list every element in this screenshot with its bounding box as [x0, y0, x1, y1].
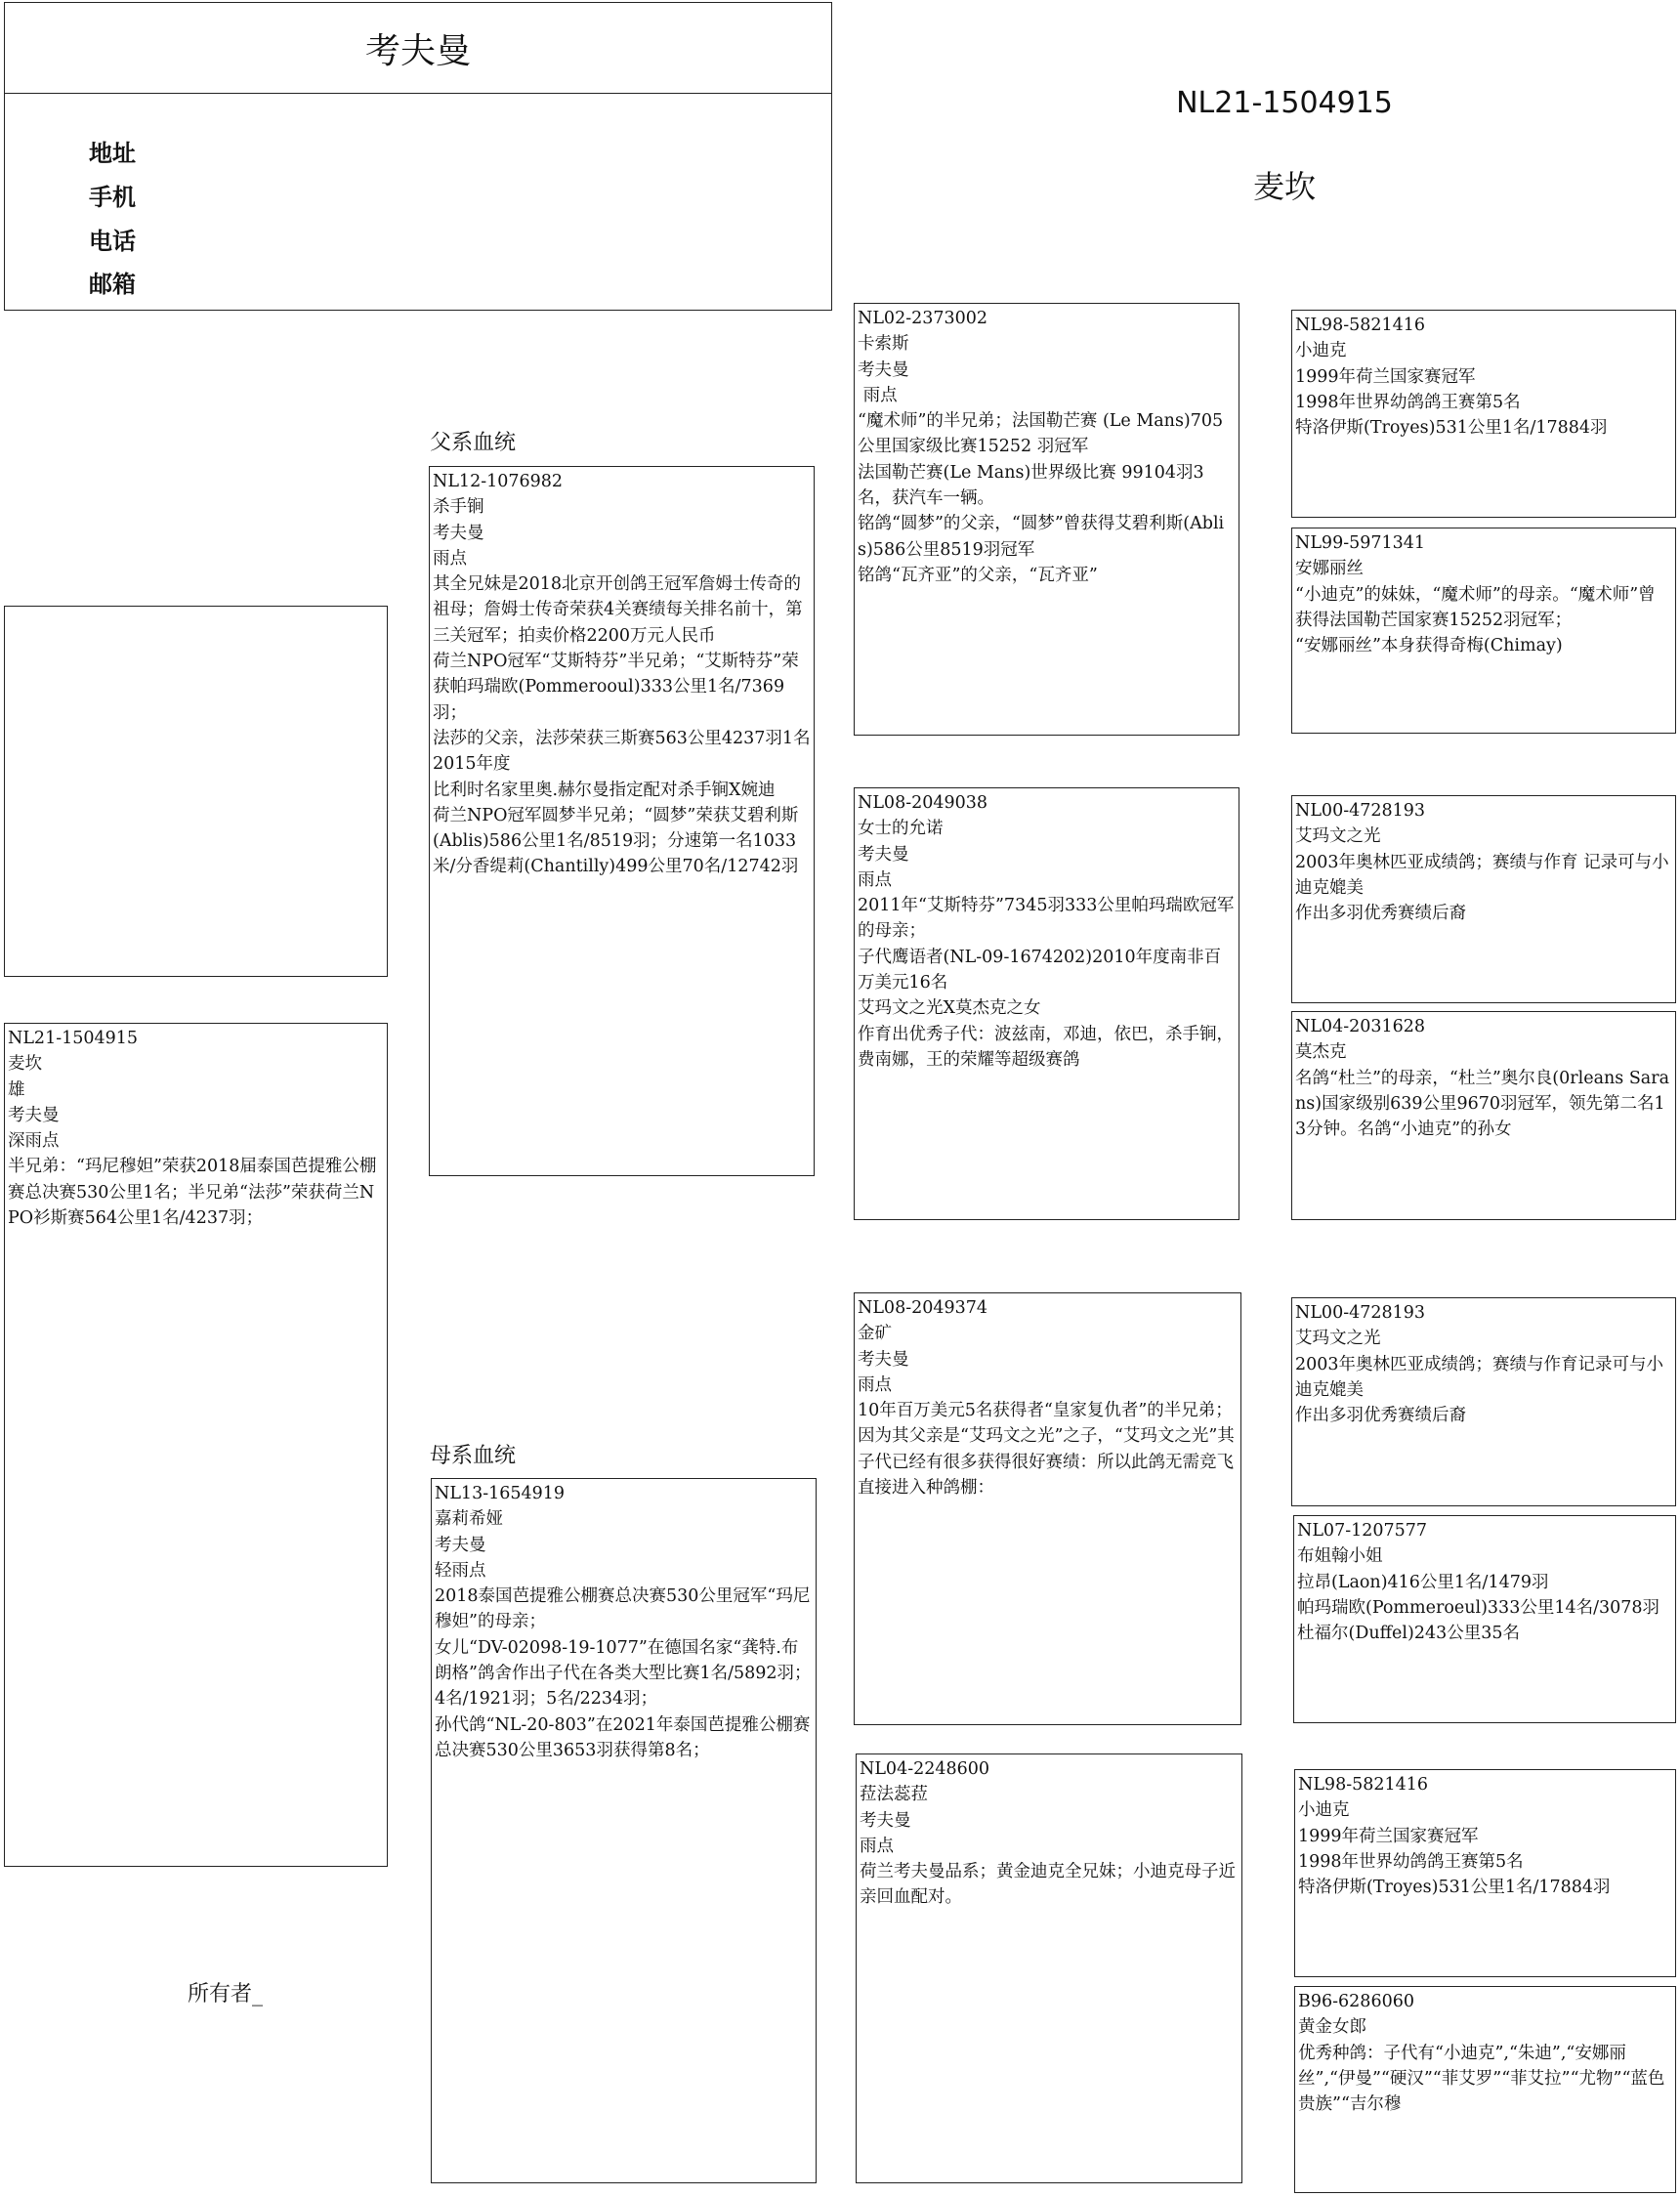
grandparent-line: 雨点	[858, 385, 898, 405]
subject-card	[4, 1023, 388, 1867]
grandparent-line: 考夫曼	[858, 844, 909, 865]
grandparent-line: 女士的允诺	[858, 819, 944, 839]
subject-line: 半兄弟：“玛尼穆妲”荣获2018届泰国芭提雅公棚赛总决赛530公里1名；半兄弟“法莎”荣获荷兰NPO衫斯赛564公里1名/4237羽；	[8, 1157, 377, 1229]
grandparent-line: 10年百万美元5名获得者“皇家复仇者”的半兄弟；	[858, 1401, 1233, 1421]
great-grandparent-line: 特洛伊斯(Troyes)531公里1名/17884羽	[1298, 1878, 1611, 1898]
grandparent-line: 2011年“艾斯特芬”7345羽333公里帕玛瑞欧冠军的母亲；	[858, 896, 1235, 942]
great-grandparent-line: 小迪克	[1298, 1800, 1350, 1821]
great-grandparent-line: 作出多羽优秀赛绩后裔	[1295, 904, 1466, 924]
subject-name-heading: 麦坎	[1252, 168, 1316, 205]
subject-line: NL21-1504915	[8, 1029, 139, 1048]
dam-section-label: 母系血统	[430, 1444, 517, 1468]
grandsire-paternal-card	[854, 303, 1239, 736]
great-grandparent-line: “小迪克”的妹妹，“魔术师”的母亲。“魔术师”曾获得法国勒芒国家赛15252羽冠军；	[1295, 584, 1656, 630]
grandparent-line: 金矿	[858, 1324, 892, 1344]
great-grandparent-line: 布姐翰小姐	[1297, 1546, 1383, 1567]
great-grandparent-line: 1998年世界幼鸽鸽王赛第5名	[1298, 1851, 1524, 1872]
subject-line: 雄	[8, 1079, 25, 1100]
great-grandparent-line: NL07-1207577	[1297, 1521, 1428, 1541]
dam-line: 孙代鸽“NL-20-803”在2021年泰国芭提雅公棚赛总决赛530公里3653羽获得第8名；	[435, 1714, 811, 1760]
great-grandparent-line: 特洛伊斯(Troyes)531公里1名/17884羽	[1295, 418, 1608, 439]
great-grandparent-line: B96-6286060	[1298, 1992, 1414, 2011]
grandparent-line: 荷兰考夫曼品系；黄金迪克全兄妹；小迪克母子近亲回血配对。	[860, 1862, 1236, 1908]
great-grandparent-line: NL00-4728193	[1295, 1303, 1426, 1323]
great-grandparent-card-7	[1294, 1769, 1676, 1977]
grandparent-line: 雨点	[860, 1836, 894, 1856]
grandparent-line: 雨点	[858, 1374, 892, 1395]
great-grandparent-line: 艾玛文之光	[1295, 826, 1381, 847]
grandparent-line: 卡索斯	[858, 334, 909, 355]
grandparent-line: 考夫曼	[860, 1810, 911, 1831]
grandparent-line: 艾玛文之光X莫杰克之女	[858, 998, 1041, 1019]
photo-frame	[4, 606, 388, 977]
great-grandparent-card-8	[1294, 1986, 1676, 2193]
dam-line: 考夫曼	[435, 1535, 486, 1555]
great-grandparent-line: 名鸽“杜兰”的母亲，“杜兰”奥尔良(0rleans Sarans)国家级别639公里9670羽冠军，领先第二名13分钟。名鸽“小迪克”的孙女	[1295, 1068, 1670, 1140]
grandparent-line: 因为其父亲是“艾玛文之光”之子，“艾玛文之光”其子代已经有很多获得很好赛绩：所以此鸽无需竞飞直接进入种鸽棚：	[858, 1426, 1235, 1499]
grandparent-line: 法国勒芒赛(Le Mans)世界级比赛 99104羽3名，获汽车一辆。	[858, 462, 1204, 509]
great-grandparent-line: NL98-5821416	[1295, 316, 1426, 335]
sire-line: 荷兰NPO冠军“艾斯特芬”半兄弟；“艾斯特芬”荣获帕玛瑞欧(Pommerooul)333公里1名/7369羽；	[433, 652, 799, 723]
subject-line: 麦坎	[8, 1054, 42, 1075]
great-grandparent-line: 拉昂(Laon)416公里1名/1479羽	[1297, 1572, 1549, 1592]
great-grandparent-line: 2003年奥林匹亚成绩鸽；赛绩与作育 记录可与小迪克媲美	[1295, 852, 1669, 898]
great-grandparent-line: 帕玛瑞欧(Pommeroeul)333公里14名/3078羽	[1297, 1597, 1660, 1618]
sire-line: 比利时名家里奥.赫尔曼指定配对杀手锏X婉迪	[433, 780, 776, 800]
sire-line: 荷兰NPO冠军圆梦半兄弟；“圆梦”荣获艾碧利斯(Ablis)586公里1名/8519羽；分速第一名1033米/分香缇莉(Chantilly)499公里70名/12742羽	[433, 805, 799, 877]
great-grandparent-line: 作出多羽优秀赛绩后裔	[1295, 1406, 1466, 1426]
grandparent-line: 考夫曼	[858, 359, 909, 380]
sire-section-label: 父系血统	[430, 431, 517, 455]
owner-header-card	[4, 2, 832, 311]
mobile-label: 手机	[89, 184, 136, 211]
great-grandparent-line: 优秀种鸽：子代有“小迪克”,“朱迪”,“安娜丽丝”,“伊曼”“硬汉”“菲艾罗”“菲艾拉”“尤物”“蓝色贵族”“吉尔穆	[1298, 2043, 1665, 2115]
great-grandparent-line: “安娜丽丝”本身获得奇梅(Chimay)	[1295, 636, 1563, 656]
sire-line: NL12-1076982	[433, 472, 564, 491]
great-grandparent-card-3	[1291, 795, 1676, 1003]
sire-line: 杀手锏	[433, 497, 484, 518]
great-grandparent-line: NL98-5821416	[1298, 1775, 1429, 1795]
grandparent-line: “魔术师”的半兄弟；法国勒芒赛 (Le Mans)705公里国家级比赛15252 羽冠军	[858, 411, 1224, 457]
great-grandparent-line: 莫杰克	[1295, 1042, 1347, 1063]
dam-line: 轻雨点	[435, 1560, 486, 1581]
dam-line: 女儿“DV-02098-19-1077”在德国名家“龚特.布朗格”鸽舍作出子代在各类大型比赛1名/5892羽；4名/1921羽；5名/2234羽；	[435, 1637, 812, 1710]
great-grandparent-card-6	[1293, 1515, 1676, 1723]
dam-line: 嘉莉希娅	[435, 1509, 503, 1530]
grandsire-maternal-card	[854, 1292, 1241, 1725]
sire-line: 法莎的父亲，法莎荣获三斯赛563公里4237羽1名2015年度	[433, 728, 811, 775]
owner-label: 所有者_	[188, 1982, 264, 2007]
grandparent-line: NL04-2248600	[860, 1759, 990, 1779]
great-grandparent-line: 安娜丽丝	[1295, 559, 1364, 579]
grandparent-line: 考夫曼	[858, 1349, 909, 1370]
grandparent-line: 子代鹰语者(NL-09-1674202)2010年度南非百万美元16名	[858, 947, 1222, 993]
sire-line: 雨点	[433, 548, 467, 569]
sire-card	[429, 466, 815, 1176]
great-grandparent-card-4	[1291, 1011, 1676, 1220]
sire-line: 其全兄妹是2018北京开创鸽王冠军詹姆士传奇的祖母；詹姆士传奇荣获4关赛绩每关排名前十，第三关冠军；拍卖价格2200万元人民币	[433, 574, 803, 646]
great-grandparent-line: NL99-5971341	[1295, 533, 1426, 553]
sire-line: 考夫曼	[433, 523, 484, 543]
email-label: 邮箱	[89, 271, 136, 298]
great-grandparent-line: 小迪克	[1295, 341, 1347, 361]
granddam-paternal-card	[854, 787, 1239, 1220]
subject-line: 考夫曼	[8, 1105, 60, 1125]
loft-title: 考夫曼	[5, 3, 831, 94]
great-grandparent-line: NL00-4728193	[1295, 801, 1426, 821]
grandparent-line: 铭鸽“圆梦”的父亲，“圆梦”曾获得艾碧利斯(Ablis)586公里8519羽冠军	[858, 514, 1225, 560]
dam-line: 2018泰国芭提雅公棚赛总决赛530公里冠军“玛尼穆妲”的母亲；	[435, 1586, 811, 1632]
great-grandparent-line: 1999年荷兰国家赛冠军	[1298, 1826, 1479, 1846]
grandparent-line: NL08-2049374	[858, 1298, 988, 1318]
great-grandparent-line: 黄金女郎	[1298, 2017, 1366, 2038]
grandparent-line: 雨点	[858, 869, 892, 890]
grandparent-line: NL08-2049038	[858, 793, 988, 813]
grandparent-line: 菈法蕊菈	[860, 1785, 928, 1805]
great-grandparent-line: 1998年世界幼鸽鸽王赛第5名	[1295, 392, 1521, 412]
phone-label: 电话	[89, 228, 136, 255]
great-grandparent-line: 1999年荷兰国家赛冠军	[1295, 366, 1476, 387]
great-grandparent-card-1	[1291, 310, 1676, 518]
great-grandparent-line: NL04-2031628	[1295, 1017, 1426, 1036]
dam-line: NL13-1654919	[435, 1484, 566, 1503]
great-grandparent-card-5	[1291, 1297, 1676, 1506]
great-grandparent-line: 2003年奥林匹亚成绩鸽；赛绩与作育记录可与小迪克媲美	[1295, 1354, 1664, 1400]
subject-ring-number: NL21-1504915	[1176, 86, 1393, 120]
great-grandparent-line: 艾玛文之光	[1295, 1329, 1381, 1349]
subject-line: 深雨点	[8, 1131, 60, 1152]
great-grandparent-card-2	[1291, 528, 1676, 734]
granddam-maternal-card	[856, 1753, 1242, 2183]
dam-card	[431, 1478, 817, 2183]
grandparent-line: NL02-2373002	[858, 309, 988, 328]
great-grandparent-line: 杜福尔(Duffel)243公里35名	[1297, 1624, 1521, 1644]
grandparent-line: 作育出优秀子代：波兹南，邓迪，依巴，杀手锏，费南娜，王的荣耀等超级赛鸽	[858, 1024, 1234, 1070]
grandparent-line: 铭鸽“瓦齐亚”的父亲，“瓦齐亚”	[858, 565, 1098, 585]
address-label: 地址	[89, 140, 136, 167]
